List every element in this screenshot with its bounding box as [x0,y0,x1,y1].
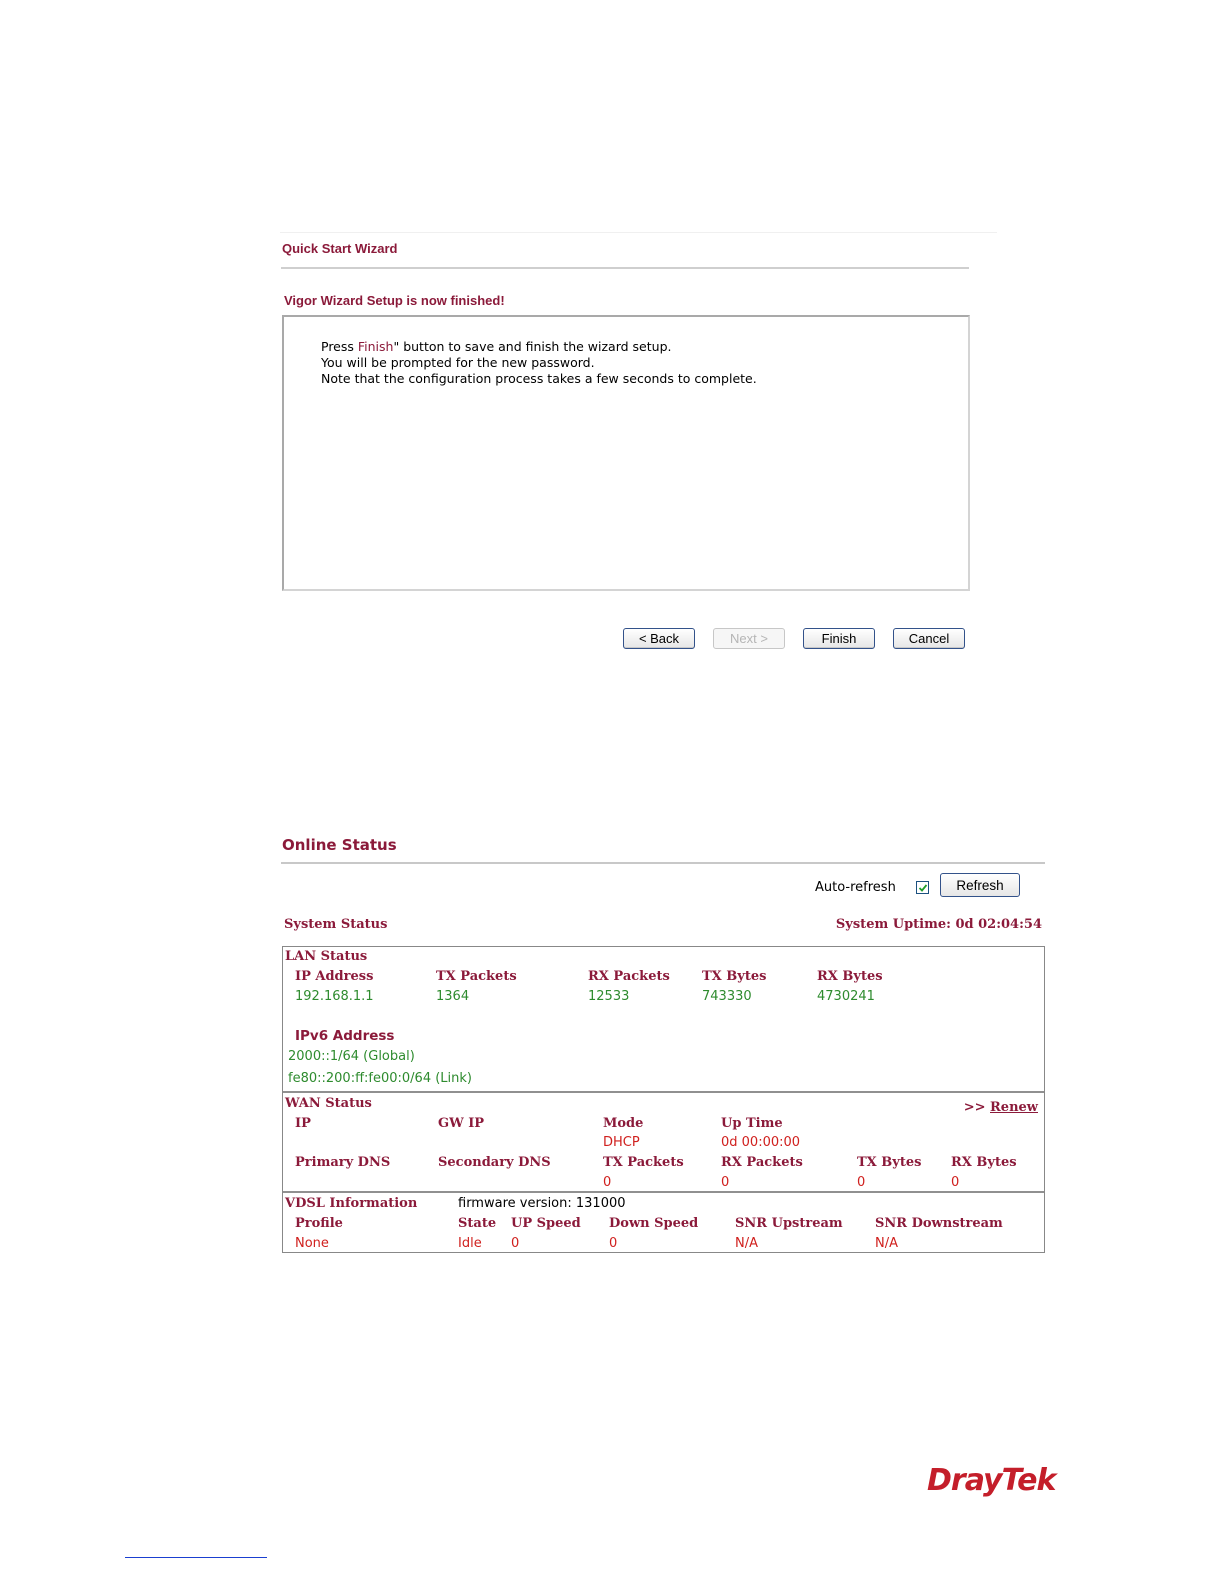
wan-header-tx-packets: TX Packets [603,1155,684,1170]
wan-tx-bytes: 0 [857,1175,866,1190]
system-uptime: System Uptime: 0d 02:04:54 [835,917,1042,932]
renew-prefix: >> [963,1100,990,1115]
vdsl-header-up-speed: UP Speed [511,1216,581,1231]
vdsl-firmware-version: firmware version: 131000 [458,1196,626,1211]
back-button[interactable]: < Back [623,628,695,649]
wizard-message-panel [282,315,970,591]
wizard-top-line [280,232,997,233]
lan-status-title: LAN Status [285,949,368,964]
wan-rx-bytes: 0 [951,1175,960,1190]
system-status-label: System Status [284,917,388,932]
wan-header-rx-packets: RX Packets [721,1155,803,1170]
message-text: Press [321,339,358,354]
vdsl-header-snr-upstream: SNR Upstream [735,1216,843,1231]
vdsl-header-snr-downstream: SNR Downstream [875,1216,1003,1231]
vdsl-up-speed: 0 [511,1236,520,1251]
lan-tx-bytes: 743330 [702,989,752,1004]
renew-control [964,1096,1038,1115]
vdsl-snr-downstream: N/A [875,1236,898,1251]
wan-header-up-time: Up Time [721,1116,783,1131]
lan-rx-packets: 12533 [588,989,630,1004]
lan-ip-address: 192.168.1.1 [295,989,374,1004]
next-button[interactable]: Next > [713,628,785,649]
wizard-message-line-2: You will be prompted for the new password. [321,355,595,370]
draytek-logo: DrayTek [927,1463,1056,1498]
wan-header-primary-dns: Primary DNS [295,1155,391,1170]
lan-rx-bytes: 4730241 [817,989,875,1004]
vdsl-profile: None [295,1236,329,1251]
footer-divider [125,1557,267,1558]
wizard-heading: Vigor Wizard Setup is now finished! [284,293,505,308]
wizard-title-divider [281,267,969,269]
wan-header-mode: Mode [603,1116,644,1131]
refresh-button[interactable]: Refresh [940,873,1020,897]
wan-tx-packets: 0 [603,1175,612,1190]
wizard-message-line-3: Note that the configuration process takes a few seconds to complete. [321,371,757,386]
auto-refresh-label: Auto-refresh [815,880,896,895]
wan-mode: DHCP [603,1135,640,1150]
cancel-button[interactable]: Cancel [893,628,965,649]
lan-header-ip-address: IP Address [295,969,374,984]
wan-header-tx-bytes: TX Bytes [857,1155,922,1170]
ipv6-address-title: IPv6 Address [295,1028,395,1044]
finish-button[interactable]: Finish [803,628,875,649]
checkmark-icon [918,883,928,893]
auto-refresh-checkbox[interactable] [916,881,929,894]
vdsl-down-speed: 0 [609,1236,618,1251]
wan-up-time: 0d 00:00:00 [721,1135,801,1150]
lan-header-rx-bytes: RX Bytes [817,969,883,984]
lan-header-tx-packets: TX Packets [436,969,517,984]
wan-header-secondary-dns: Secondary DNS [438,1155,551,1170]
section-divider [283,1091,1044,1093]
vdsl-header-down-speed: Down Speed [609,1216,699,1231]
section-divider [283,1191,1044,1193]
ipv6-link-address: fe80::200:ff:fe00:0/64 (Link) [288,1071,472,1086]
wizard-title: Quick Start Wizard [282,241,398,256]
renew-link[interactable]: Renew [990,1100,1038,1115]
wan-header-gw-ip: GW IP [438,1116,485,1131]
lan-header-tx-bytes: TX Bytes [702,969,767,984]
wan-rx-packets: 0 [721,1175,730,1190]
vdsl-snr-upstream: N/A [735,1236,758,1251]
lan-tx-packets: 1364 [436,989,470,1004]
status-table [282,946,1045,1253]
ipv6-global-address: 2000::1/64 (Global) [288,1049,415,1064]
online-status-title: Online Status [282,836,397,854]
online-status-divider [281,862,1045,864]
message-text: " button to save and finish the wizard setup. [393,339,672,354]
wizard-message-line-1 [321,339,671,354]
wan-header-ip: IP [295,1116,311,1131]
vdsl-header-state: State [458,1216,497,1231]
finish-keyword: Finish [357,339,394,354]
vdsl-state: Idle [458,1236,482,1251]
wan-status-title: WAN Status [285,1096,372,1111]
wan-header-rx-bytes: RX Bytes [951,1155,1017,1170]
vdsl-header-profile: Profile [295,1216,343,1231]
lan-header-rx-packets: RX Packets [588,969,670,984]
vdsl-information-title: VDSL Information [285,1196,418,1211]
